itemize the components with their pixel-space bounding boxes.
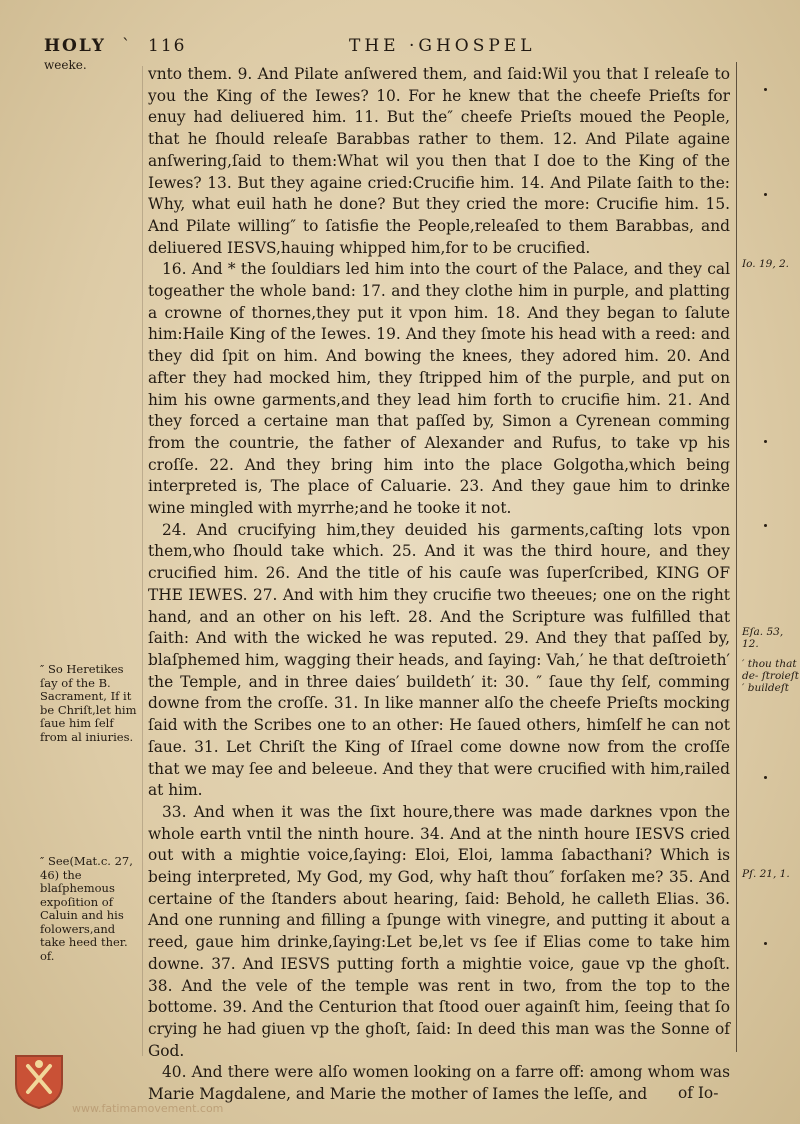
scripture-text — [148, 64, 730, 1106]
margin-dot — [764, 88, 767, 91]
paragraph-2: 16. And * the ſouldiars led him into the court of the Palace, and they cal togeather the whole band: 17. and they clothe him in purple, and platting a crowne of thornes,they put it vpon him. 18. And they began to ſalute him:Haile King of the Iewes. 19. And they ſmote his head with a reed: and they did ſpit on him. And bowing the knees, they adored him. 20. And after they had mocked him, they ſtripped him of the purple, and put on him his owne garments,and they lead him forth to crucifie him. 21. And they forced a certaine man that paſſed by, Simon a Cyrenean comming from the countrie, the father of Alexander and Rufus, to take vp his croſſe. 22. And they bring him into the place Golgotha,which being interpreted is, The place of Caluarie. 23. And they gaue him to drinke wine mingled with myrrhe;and he tooke it not. — [148, 260, 730, 518]
running-header — [44, 36, 744, 60]
margin-note-heretikes: ″ So Heretikes ſay of the B. Sacrament, If it be Chriſt,let him ſaue him ſelf from al iniuries. — [40, 662, 137, 744]
cross-reference-isaiah: Eſa. 53, 12. — [742, 626, 784, 650]
paragraph-5: 40. And there were alſo women looking on a farre off: among whom was Marie Magdalene, and Marie the mother of Iames the leſſe, and — [148, 1063, 730, 1104]
margin-dot — [764, 524, 767, 527]
header-note: weeke. — [44, 58, 87, 72]
watermark: www.fatimamovement.com — [72, 1102, 224, 1115]
left-column-rule — [142, 66, 143, 1056]
margin-dot — [764, 776, 767, 779]
right-column-rule — [736, 62, 737, 1052]
paragraph-1: vnto them. 9. And Pilate anſwered them, and ſaid:Wil you that I releaſe to you the King of the Iewes? 10. For he knew that the cheefe Prieſts for enuy had deliuered him. 11. But the″ cheefe Prieſts moued the People, that he ſhould releaſe Barabbas rather to them. 12. And Pilate againe anſwering,ſaid to them:What wil you then that I doe to the King of the Iewes? 13. But they againe cried:Crucifie him. 14. And Pilate ſaith to the: Why, what euil hath he done? But they cried the more: Crucifie him. 15. And Pilate willing″ to ſatisfie the People,releaſed to them Barabbas, and deliuered IESVS,hauing whipped him,for to be crucified. — [148, 65, 730, 257]
page-title: THE ·GHOSPEL — [349, 36, 536, 56]
header-mark: ` — [122, 36, 133, 56]
margin-dot — [764, 193, 767, 196]
catchword: of Io- — [678, 1084, 719, 1102]
papal-seal-icon — [12, 1052, 66, 1110]
page-number: 116 — [148, 36, 187, 56]
margin-dot — [764, 440, 767, 443]
cross-reference-john: Io. 19, 2. — [742, 258, 790, 270]
margin-gloss: ′ thou that de- ſtroieſt ′ buildeſt — [742, 658, 799, 694]
cross-reference-psalm: Pſ. 21, 1. — [742, 868, 790, 880]
margin-note-calvin: ″ See(Mat.c. 27, 46) the blaſphemous expoſition of Caluin and his folowers,and take heed ther. of. — [40, 854, 133, 963]
paragraph-3: 24. And crucifying him,they deuided his garments,caſting lots vpon them,who ſhould take which. 25. And it was the third houre, and they crucified him. 26. And the title of his cauſe was ſuperſcribed, KING OF THE IEWES. 27. And with him they crucifie two theeues; one on the right hand, and an other on his left. 28. And the Scripture was fulfilled that ſaith: And with the wicked he was reputed. 29. And they that paſſed by, blaſphemed him, wagging their heads, and ſaying: Vah,′ he that deſtroieth′ the Temple, and in three daies′ buildeth′ it: 30. ″ ſaue thy ſelf, comming downe from the croſſe. 31. In like manner alſo the cheefe Prieſts mocking ſaid with the Scribes one to an other: He ſaued others, himſelf he can not ſaue. 31. Let Chriſt the King of Iſrael come downe now from the croſſe that we may ſee and beleeue. And they that were crucified with him,railed at him. — [148, 520, 730, 800]
margin-dot — [764, 942, 767, 945]
header-left: HOLY — [44, 36, 106, 56]
paragraph-4: 33. And when it was the ſixt houre,there was made darknes vpon the whole earth vntil the ninth houre. 34. And at the ninth houre IESVS cried out with a mightie voice,ſaying: Eloi, Eloi, lamma ſabacthani? Which is being interpreted, My God, my God, why haſt thou″ forſaken me? 35. And certaine of the ſtanders about hearing, ſaid: Behold, he calleth Elias. 36. And one running and filling a ſpunge with vinegre, and putting it about a reed, gaue him drinke,ſaying:Let be,let vs ſee if Elias come to take him downe. 37. And IESVS putting forth a mightie voice, gaue vp the ghoſt. 38. And the vele of the temple was rent in two, from the top to the bottome. 39. And the Centurion that ſtood ouer againſt him, ſeeing that ſo crying he had giuen vp the ghoſt, ſaid: In deed this man was the Sonne of God. — [148, 802, 730, 1060]
